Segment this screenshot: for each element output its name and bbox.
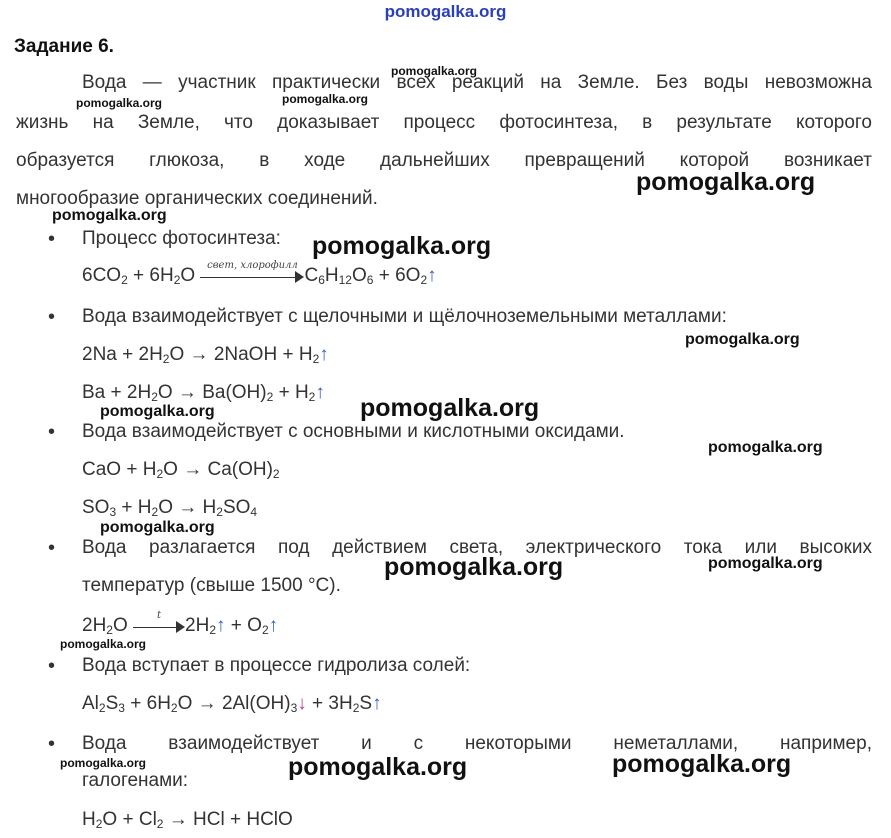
bullet-6: • xyxy=(48,733,56,755)
word: на xyxy=(540,72,562,93)
word: ходе xyxy=(304,150,346,171)
word: жизнь xyxy=(16,112,69,133)
word: или xyxy=(744,537,777,558)
word: возникает xyxy=(783,150,872,171)
word: и xyxy=(361,733,372,754)
watermark: pomogalka.org xyxy=(708,439,823,456)
gas-arrow-icon: ↑ xyxy=(372,693,382,714)
oxides-equation-1: CaO + $H_2O \to Ca(OH)_2$ xyxy=(82,459,280,481)
word: реакций xyxy=(451,72,524,93)
word: Вода xyxy=(82,537,127,558)
gas-arrow-icon: ↑ xyxy=(427,265,437,286)
word: Вода xyxy=(82,72,127,93)
watermark: pomogalka.org xyxy=(685,331,800,348)
word: тока xyxy=(683,537,723,558)
bullet-4: • xyxy=(48,537,56,559)
gas-arrow-icon: ↑ xyxy=(319,344,329,365)
reaction-arrow: свет, хлорофилл xyxy=(200,266,304,286)
word: некоторыми xyxy=(464,733,572,754)
task-title: Задание 6. xyxy=(14,36,114,57)
word: результате xyxy=(676,112,772,133)
word: неметаллами, xyxy=(613,733,739,754)
watermark: pomogalka.org xyxy=(384,553,564,581)
hydrolysis-equation: $Al_2S_3 + 6H_2O$ → $2Al(OH)_3↓$ + $3H_2S↑$ xyxy=(82,693,382,715)
metals-label: Вода взаимодействует с щелочными и щёлочноземельными металлами: xyxy=(82,306,727,327)
word: которого xyxy=(796,112,872,133)
intro-line-2 xyxy=(16,112,872,134)
word: практически xyxy=(272,72,381,93)
word: процесс xyxy=(403,112,476,133)
watermark: pomogalka.org xyxy=(100,519,215,536)
word: участник xyxy=(178,72,256,93)
photosynthesis-equation: $6CO_2 + 6H_2O$ свет, хлорофилл $C_6H_{12}O_6$ + $6O_2↑$ xyxy=(82,259,437,287)
nonmetals-line-2: галогенами: xyxy=(82,770,189,791)
reaction-arrow: t xyxy=(133,616,185,636)
word: превращений xyxy=(524,150,645,171)
word: глюкоза, xyxy=(149,150,225,171)
word: доказывает xyxy=(277,112,380,133)
word: высоких xyxy=(799,537,872,558)
gas-arrow-icon: ↑ xyxy=(216,615,226,636)
word: Земле, xyxy=(137,112,200,133)
watermark: pomogalka.org xyxy=(636,168,816,196)
decompose-line-2: температур (свыше 1500 °C). xyxy=(82,575,341,596)
word: взаимодействует xyxy=(168,733,320,754)
gas-arrow-icon: ↑ xyxy=(268,615,279,636)
hydrolysis-label: Вода вступает в процессе гидролиза солей: xyxy=(82,655,471,676)
word: с xyxy=(413,733,424,754)
watermark: pomogalka.org xyxy=(60,637,147,651)
oxides-equation-2: $SO_3 + H_2O \to H_2SO_4$ xyxy=(82,497,258,519)
metals-equation-1: $2Na + 2H_2O$ → 2NaOH + $H_2↑$ xyxy=(82,344,329,366)
watermark: pomogalka.org xyxy=(60,756,147,770)
watermark: pomogalka.org xyxy=(100,403,215,420)
metals-equation-2: $Ba + 2H_2O \to Ba(OH)_2$ + $H_2↑$ xyxy=(82,382,325,404)
word: воды xyxy=(703,72,749,93)
decompose-equation: $2H_2O$ t $2H_2↑$ + $O_2↑$ xyxy=(82,609,279,637)
watermark: pomogalka.org xyxy=(288,753,468,781)
word: света, xyxy=(449,537,504,558)
word: невозможна xyxy=(764,72,872,93)
word: например, xyxy=(779,733,872,754)
bullet-5: • xyxy=(48,655,56,677)
intro-line-4: многообразие органических соединений. xyxy=(16,188,378,209)
word: фотосинтеза, xyxy=(499,112,618,133)
bullet-2: • xyxy=(48,306,56,328)
watermark: pomogalka.org xyxy=(708,555,823,572)
word: образуется xyxy=(16,150,115,171)
word: Вода xyxy=(82,733,127,754)
word: дальнейших xyxy=(380,150,490,171)
watermark: pomogalka.org xyxy=(360,394,540,422)
watermark: pomogalka.org xyxy=(612,750,792,778)
watermark: pomogalka.org xyxy=(52,207,167,224)
word: разлагается xyxy=(149,537,256,558)
word: электрического xyxy=(525,537,662,558)
word: действием xyxy=(332,537,427,558)
site-header-link[interactable]: pomogalka.org xyxy=(384,2,507,21)
nonmetals-equation: $H_2O + Cl_2$ → HCl + HClO xyxy=(82,809,293,831)
word: Без xyxy=(656,72,688,93)
watermark: pomogalka.org xyxy=(282,92,369,106)
oxides-label: Вода взаимодействует с основными и кислотными оксидами. xyxy=(82,421,625,442)
gas-arrow-icon: ↑ xyxy=(315,382,325,403)
watermark: pomogalka.org xyxy=(312,232,492,260)
word: на xyxy=(92,112,114,133)
word: всех xyxy=(396,72,436,93)
word: что xyxy=(224,112,253,133)
word: Земле. xyxy=(577,72,640,93)
word: в xyxy=(642,112,653,133)
word: которой xyxy=(679,150,750,171)
watermark: pomogalka.org xyxy=(76,96,163,110)
word: под xyxy=(277,537,310,558)
photosynthesis-label: Процесс фотосинтеза: xyxy=(82,228,281,249)
precipitate-arrow-icon: ↓ xyxy=(297,693,307,714)
bullet-1: • xyxy=(48,228,56,250)
word: — xyxy=(142,72,162,93)
word: в xyxy=(259,150,270,171)
bullet-3: • xyxy=(48,421,56,443)
watermark: pomogalka.org xyxy=(391,64,478,78)
